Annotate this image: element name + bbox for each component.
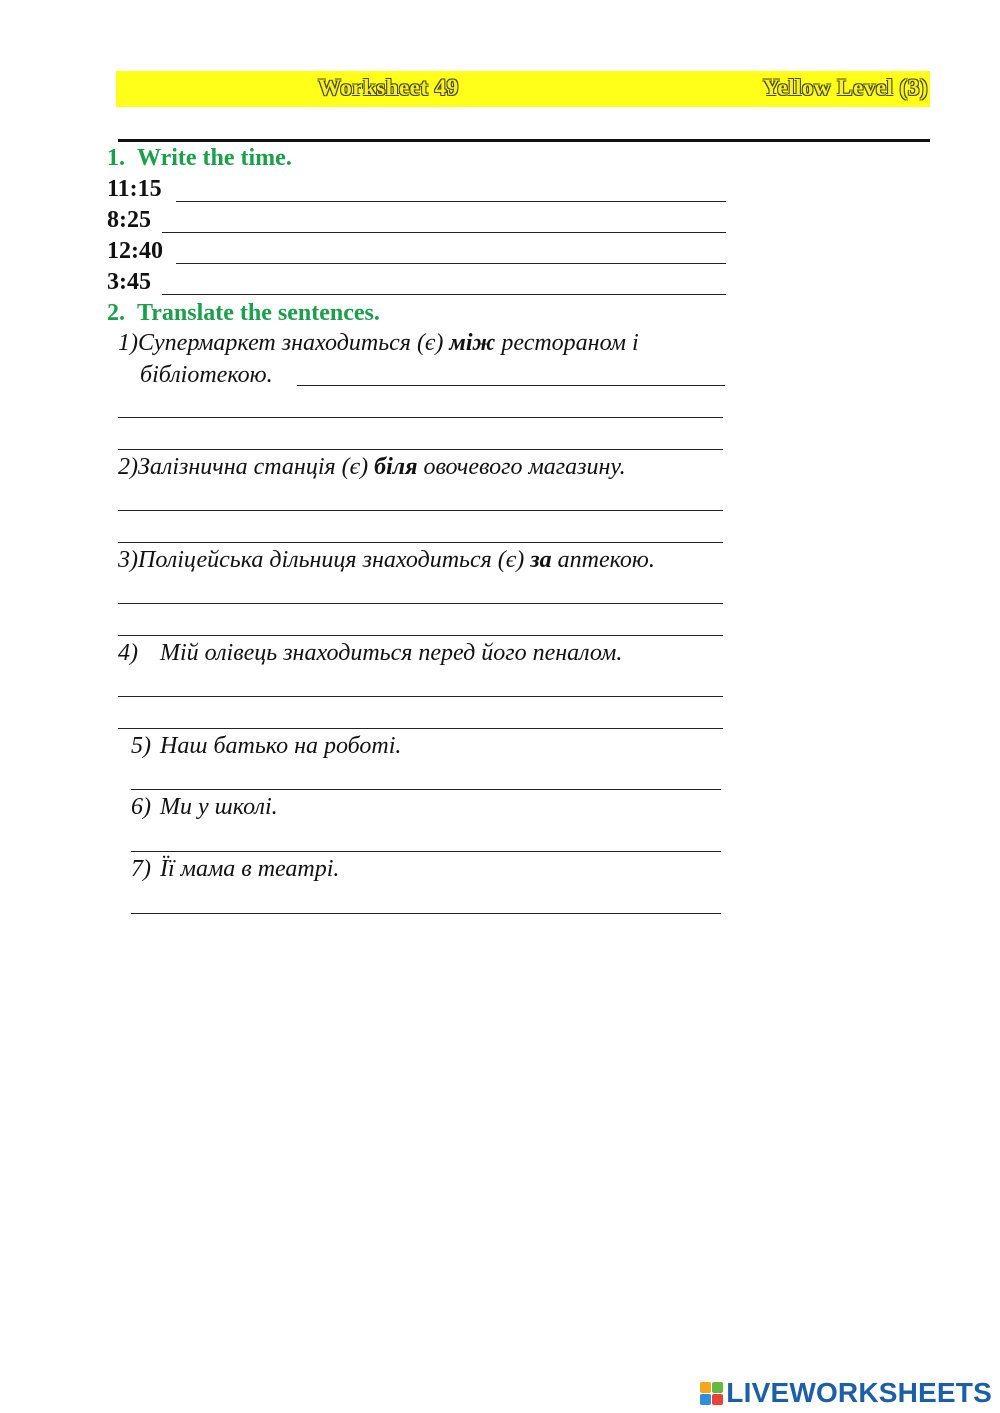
sentence-1-answer-line-3[interactable] (118, 449, 723, 450)
header-banner (116, 71, 930, 107)
brand-name: LIVEWORKSHEETS (726, 1377, 992, 1408)
time-answer-line-2[interactable] (162, 232, 726, 233)
sentence-3-answer-line-2[interactable] (118, 635, 723, 636)
section2-title: Translate the sentences. (137, 300, 380, 326)
header-divider (118, 139, 930, 142)
sentence-1-continued: бібліотекою. (140, 362, 273, 388)
time-label-2: 8:25 (107, 207, 151, 233)
sentence-2-answer-line-2[interactable] (118, 542, 723, 543)
sentence-number: 6) (131, 794, 151, 820)
sentence-6: 6) Ми у школі. (131, 794, 278, 820)
sentence-3: 3)Поліцейська дільниця знаходиться (є) за аптекою. (118, 547, 655, 573)
liveworksheets-logo (700, 1378, 992, 1408)
sentence-number: 5) (131, 733, 151, 759)
section2-heading (107, 299, 380, 327)
sentence-1-answer-line-1[interactable] (297, 385, 725, 386)
sentence-7: 7) Її мама в театрі. (131, 856, 340, 882)
sentence-number: 4) (118, 640, 138, 666)
logo-mark-icon (700, 1382, 723, 1405)
time-label-4: 3:45 (107, 269, 151, 295)
sentence-2-answer-line-1[interactable] (118, 510, 723, 511)
sentence-1-answer-line-2[interactable] (118, 417, 723, 418)
section1-number: 1. (107, 145, 125, 171)
section1-title: Write the time. (137, 145, 292, 171)
sentence-number: 1) (118, 330, 138, 356)
level-label: Yellow Level (3) (762, 75, 928, 100)
sentence-4-answer-line-1[interactable] (118, 696, 723, 697)
sentence-number: 2) (118, 454, 138, 480)
time-answer-line-3[interactable] (176, 263, 726, 264)
sentence-3-answer-line-1[interactable] (118, 603, 723, 604)
time-answer-line-1[interactable] (176, 201, 726, 202)
time-label-1: 11:15 (107, 176, 162, 202)
sentence-number: 3) (118, 547, 138, 573)
sentence-1: 1)Супермаркет знаходиться (є) між рестораном і (118, 330, 639, 356)
time-answer-line-4[interactable] (162, 294, 726, 295)
sentence-6-answer-line[interactable] (131, 851, 721, 852)
time-label-3: 12:40 (107, 238, 163, 264)
keyword: між (449, 330, 496, 356)
sentence-4-answer-line-2[interactable] (118, 728, 723, 729)
keyword: за (530, 547, 552, 573)
section2-number: 2. (107, 300, 125, 326)
sentence-5: 5) Наш батько на роботі. (131, 733, 402, 759)
sentence-number: 7) (131, 856, 151, 882)
keyword: біля (374, 454, 418, 480)
worksheet-label: Worksheet 49 (318, 75, 459, 100)
sentence-2: 2)Залізнична станція (є) біля овочевого магазину. (118, 454, 626, 480)
sentence-7-answer-line[interactable] (131, 913, 721, 914)
sentence-4: 4) Мій олівець знаходиться перед його пеналом. (118, 640, 623, 666)
sentence-5-answer-line[interactable] (131, 789, 721, 790)
section1-heading (107, 144, 292, 172)
